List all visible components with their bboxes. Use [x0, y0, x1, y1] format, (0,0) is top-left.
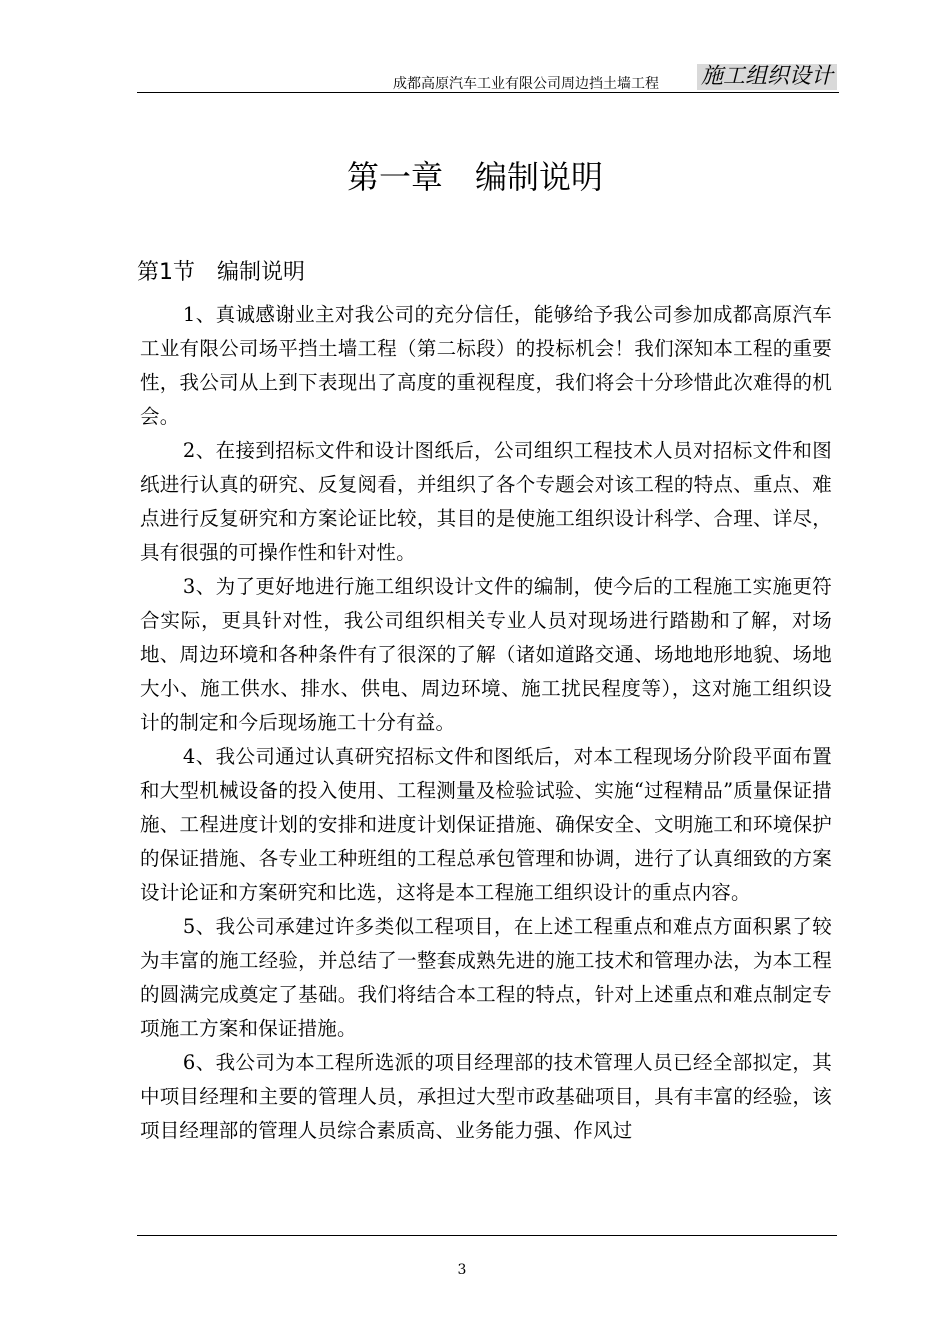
paragraph-1: 1、真诚感谢业主对我公司的充分信任，能够给予我公司参加成都高原汽车工业有限公司场平挡土墙工程（第二标段）的投标机会！我们深知本工程的重要性，我公司从上到下表现出了高度的重视程度，我们将会十分珍惜此次难得的机会。 — [140, 303, 832, 428]
paragraph-5: 5、我公司承建过许多类似工程项目，在上述工程重点和难点方面积累了较为丰富的施工经验，并总结了一整套成熟先进的施工技术和管理办法，为本工程的圆满完成奠定了基础。我们将结合本工程的特点，针对上述重点和难点制定专项施工方案和保证措施。 — [140, 915, 832, 1040]
paragraph-6: 6、我公司为本工程所选派的项目经理部的技术管理人员已经全部拟定，其中项目经理和主要的管理人员，承担过大型市政基础项目，具有丰富的经验，该项目经理部的管理人员综合素质高、业务能力强、作风过 — [140, 1051, 832, 1142]
footer-divider — [137, 1235, 837, 1236]
paragraph-3: 3、为了更好地进行施工组织设计文件的编制，使今后的工程施工实施更符合实际，更具针对性，我公司组织相关专业人员对现场进行踏勘和了解，对场地、周边环境和各种条件有了很深的了解（诸如道路交通、场地地形地貌、场地大小、施工供水、排水、供电、周边环境、施工扰民程度等），这对施工组织设计的制定和今后现场施工十分有益。 — [140, 575, 832, 734]
chapter-title: 第一章 编制说明 — [346, 158, 603, 196]
header-document-type: 施工组织设计 — [697, 64, 837, 90]
header-project-name: 成都高原汽车工业有限公司周边挡土墙工程 — [393, 76, 659, 92]
section-title: 第1节 编制说明 — [137, 260, 305, 285]
page-header — [137, 62, 839, 93]
page-number: 3 — [457, 1262, 467, 1278]
body-text — [140, 298, 832, 1148]
paragraph-4: 4、我公司通过认真研究招标文件和图纸后，对本工程现场分阶段平面布置和大型机械设备的投入使用、工程测量及检验试验、实施“过程精品”质量保证措施、工程进度计划的安排和进度计划保证措施、确保安全、文明施工和环境保护的保证措施、各专业工种班组的工程总承包管理和协调，进行了认真细致的方案设计论证和方案研究和比选，这将是本工程施工组织设计的重点内容。 — [140, 745, 832, 904]
paragraph-2: 2、在接到招标文件和设计图纸后，公司组织工程技术人员对招标文件和图纸进行认真的研究、反复阅看，并组织了各个专题会对该工程的特点、重点、难点进行反复研究和方案论证比较，其目的是使施工组织设计科学、合理、详尽，具有很强的可操作性和针对性。 — [140, 439, 832, 564]
